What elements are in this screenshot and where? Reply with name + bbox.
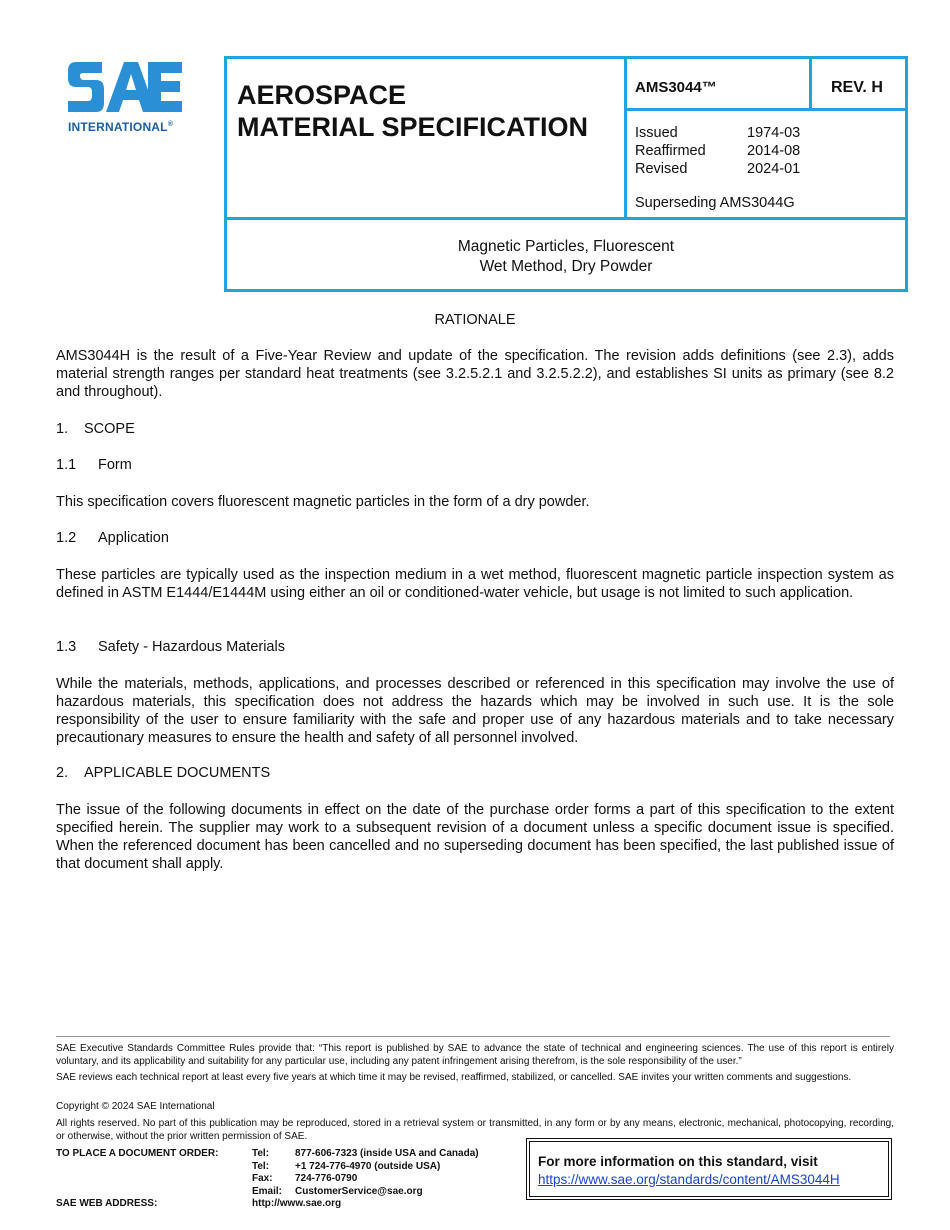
date-history	[635, 124, 800, 178]
spec-title: Magnetic Particles, Fluorescent Wet Method, Dry Powder	[457, 238, 675, 275]
contact-tel-international: Tel: +1 724-776-4970 (outside USA)	[252, 1160, 441, 1172]
rationale-heading: RATIONALE	[434, 312, 516, 328]
revised-row: Revised 2024-01	[635, 161, 801, 177]
spec-header-box	[224, 56, 908, 292]
section-1-3-text: While the materials, methods, applications, and processes described or referenced in this specification may involve the use of hazardous materials, this specification does not address the hazards which may be involved in such use. It is the sole responsibility of the user to ensure familiarity with the safe and proper use of any hazardous materials and to take necessary precautionary measures to ensure the health and safety of all personnel involved.	[56, 676, 894, 746]
footer-rights-text: All rights reserved. No part of this publication may be reproduced, stored in a retrieval system or transmitted, in any form or by any means, electronic, mechanical, photocopying, recording, or otherwise, without the prior written permission of SAE.	[56, 1118, 894, 1142]
web-label: SAE WEB ADDRESS:	[56, 1198, 158, 1209]
web-address-link[interactable]: http://www.sae.org	[252, 1198, 342, 1209]
section-1-1-heading: 1.1 Form	[56, 457, 132, 473]
section-1-3-heading: 1.3 Safety - Hazardous Materials	[56, 639, 285, 655]
order-contacts	[252, 1148, 479, 1211]
section-1-2-text: These particles are typically used as the inspection medium in a wet method, fluorescent magnetic particle inspection system as defined in ASTM E1444/E1444M using either an oil or conditioned-water vehicle, but usage is not limited to such application.	[56, 567, 894, 601]
contact-tel-domestic: Tel: 877-606-7323 (inside USA and Canada)	[252, 1148, 479, 1159]
reaffirmed-row: Reaffirmed 2014-08	[635, 143, 801, 159]
section-1-2-heading: 1.2 Application	[56, 530, 169, 546]
document-type: AEROSPACE MATERIAL SPECIFICATION	[237, 80, 588, 142]
more-info-title: For more information on this standard, visit	[538, 1154, 818, 1169]
order-label: TO PLACE A DOCUMENT ORDER:	[56, 1148, 219, 1159]
rationale-text: AMS3044H is the result of a Five-Year Review and update of the specification. The revision adds definitions (see 2.3), adds material strength ranges per standard heat treatments (see 3.2.5.2.1 and 3.2.5.2.2), and establishes SI units as primary (see 8.2 and throughout).	[56, 348, 894, 400]
spec-number: AMS3044™	[635, 79, 717, 96]
footer-divider	[56, 1036, 890, 1037]
sae-international-text: INTERNATIONAL®	[68, 120, 174, 134]
issued-row: Issued 1974-03	[635, 125, 801, 141]
revision-label: REV. H	[831, 79, 883, 96]
contact-email: Email: CustomerService@sae.org	[252, 1185, 423, 1197]
footer-review-text: SAE reviews each technical report at least every five years at which time it may be revised, reaffirmed, stabilized, or cancelled. SAE invites your written comments and suggestions.	[56, 1072, 852, 1083]
superseding-note: Superseding AMS3044G	[635, 195, 795, 211]
footer-copyright: Copyright © 2024 SAE International	[56, 1101, 215, 1112]
section-1-heading: 1. SCOPE	[56, 421, 135, 437]
more-info-link[interactable]: https://www.sae.org/standards/content/AMS3044H	[538, 1172, 840, 1187]
section-1-1-text: This specification covers fluorescent magnetic particles in the form of a dry powder.	[56, 494, 590, 510]
more-info-box	[526, 1138, 892, 1200]
contact-fax: Fax: 724-776-0790	[252, 1173, 358, 1184]
sae-logo-mark	[66, 56, 184, 116]
section-2-text: The issue of the following documents in effect on the date of the purchase order forms a part of this specification to the extent specified herein. The supplier may work to a subsequent revision of a document unless a specific document issue is specified. When the referenced document has been cancelled and no superseding document has been specified, the last published issue of that document shall apply.	[56, 802, 894, 872]
section-2-heading: 2. APPLICABLE DOCUMENTS	[56, 765, 271, 781]
footer-rules-text: SAE Executive Standards Committee Rules provide that: “This report is published by SAE to advance the state of technical and engineering sciences. The use of this report is entirely voluntary, and its applicability and suitability for any particular use, including any patent infringement arising therefrom, is the sole responsibility of the user.”	[56, 1043, 894, 1067]
